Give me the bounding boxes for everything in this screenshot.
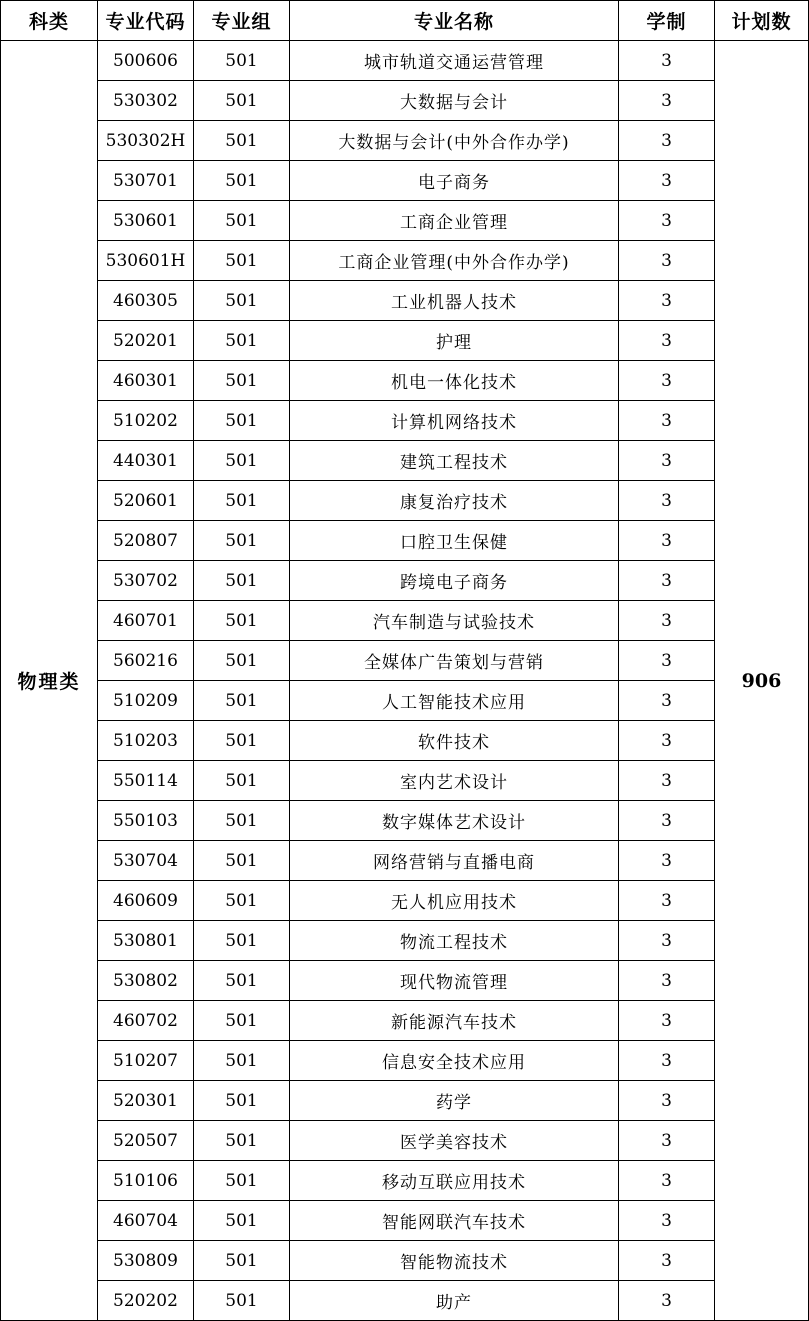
major-name-cell: 工业机器人技术 bbox=[290, 281, 619, 321]
major-name-cell: 大数据与会计(中外合作办学) bbox=[290, 121, 619, 161]
table-body bbox=[1, 41, 809, 1321]
major-code-cell: 460609 bbox=[98, 881, 194, 921]
major-group-cell: 501 bbox=[194, 1041, 290, 1081]
header-plan-count: 计划数 bbox=[715, 1, 809, 41]
table-row bbox=[1, 1001, 809, 1041]
table-row bbox=[1, 1201, 809, 1241]
duration-cell: 3 bbox=[619, 401, 715, 441]
major-code-cell: 510202 bbox=[98, 401, 194, 441]
duration-cell: 3 bbox=[619, 1281, 715, 1321]
table-row bbox=[1, 561, 809, 601]
major-group-cell: 501 bbox=[194, 881, 290, 921]
major-name-cell: 智能网联汽车技术 bbox=[290, 1201, 619, 1241]
header-category: 科类 bbox=[1, 1, 98, 41]
major-code-cell: 520201 bbox=[98, 321, 194, 361]
major-code-cell: 460301 bbox=[98, 361, 194, 401]
major-group-cell: 501 bbox=[194, 521, 290, 561]
table-row bbox=[1, 921, 809, 961]
table-row bbox=[1, 761, 809, 801]
table-row bbox=[1, 241, 809, 281]
major-name-cell: 跨境电子商务 bbox=[290, 561, 619, 601]
major-code-cell: 550103 bbox=[98, 801, 194, 841]
major-group-cell: 501 bbox=[194, 601, 290, 641]
major-name-cell: 全媒体广告策划与营销 bbox=[290, 641, 619, 681]
major-group-cell: 501 bbox=[194, 441, 290, 481]
duration-cell: 3 bbox=[619, 1161, 715, 1201]
major-code-cell: 440301 bbox=[98, 441, 194, 481]
table-row bbox=[1, 481, 809, 521]
major-group-cell: 501 bbox=[194, 921, 290, 961]
table-row bbox=[1, 161, 809, 201]
duration-cell: 3 bbox=[619, 161, 715, 201]
table-row bbox=[1, 641, 809, 681]
major-name-cell: 医学美容技术 bbox=[290, 1121, 619, 1161]
major-code-cell: 530802 bbox=[98, 961, 194, 1001]
major-name-cell: 软件技术 bbox=[290, 721, 619, 761]
table-row bbox=[1, 1281, 809, 1321]
duration-cell: 3 bbox=[619, 481, 715, 521]
duration-cell: 3 bbox=[619, 441, 715, 481]
header-major-group: 专业组 bbox=[194, 1, 290, 41]
duration-cell: 3 bbox=[619, 1041, 715, 1081]
table-row bbox=[1, 601, 809, 641]
major-group-cell: 501 bbox=[194, 561, 290, 601]
duration-cell: 3 bbox=[619, 81, 715, 121]
major-code-cell: 460702 bbox=[98, 1001, 194, 1041]
table-row bbox=[1, 841, 809, 881]
table-row bbox=[1, 81, 809, 121]
major-group-cell: 501 bbox=[194, 81, 290, 121]
major-name-cell: 机电一体化技术 bbox=[290, 361, 619, 401]
duration-cell: 3 bbox=[619, 561, 715, 601]
major-code-cell: 510203 bbox=[98, 721, 194, 761]
major-code-cell: 520807 bbox=[98, 521, 194, 561]
table-row bbox=[1, 321, 809, 361]
major-code-cell: 530302H bbox=[98, 121, 194, 161]
table-row bbox=[1, 401, 809, 441]
major-code-cell: 530601H bbox=[98, 241, 194, 281]
duration-cell: 3 bbox=[619, 521, 715, 561]
table-row bbox=[1, 801, 809, 841]
duration-cell: 3 bbox=[619, 321, 715, 361]
major-code-cell: 530302 bbox=[98, 81, 194, 121]
table-row bbox=[1, 961, 809, 1001]
major-group-cell: 501 bbox=[194, 41, 290, 81]
major-group-cell: 501 bbox=[194, 681, 290, 721]
duration-cell: 3 bbox=[619, 921, 715, 961]
major-group-cell: 501 bbox=[194, 241, 290, 281]
major-name-cell: 人工智能技术应用 bbox=[290, 681, 619, 721]
major-group-cell: 501 bbox=[194, 761, 290, 801]
major-name-cell: 现代物流管理 bbox=[290, 961, 619, 1001]
major-group-cell: 501 bbox=[194, 841, 290, 881]
major-code-cell: 550114 bbox=[98, 761, 194, 801]
duration-cell: 3 bbox=[619, 241, 715, 281]
duration-cell: 3 bbox=[619, 201, 715, 241]
duration-cell: 3 bbox=[619, 361, 715, 401]
major-name-cell: 数字媒体艺术设计 bbox=[290, 801, 619, 841]
table-row bbox=[1, 721, 809, 761]
duration-cell: 3 bbox=[619, 841, 715, 881]
major-code-cell: 530701 bbox=[98, 161, 194, 201]
major-code-cell: 460701 bbox=[98, 601, 194, 641]
major-code-cell: 520601 bbox=[98, 481, 194, 521]
table-row bbox=[1, 281, 809, 321]
major-code-cell: 510207 bbox=[98, 1041, 194, 1081]
table-row bbox=[1, 1121, 809, 1161]
duration-cell: 3 bbox=[619, 801, 715, 841]
major-group-cell: 501 bbox=[194, 321, 290, 361]
header-major-code: 专业代码 bbox=[98, 1, 194, 41]
duration-cell: 3 bbox=[619, 601, 715, 641]
plan-count-cell: 906 bbox=[715, 41, 809, 1321]
major-name-cell: 信息安全技术应用 bbox=[290, 1041, 619, 1081]
major-name-cell: 建筑工程技术 bbox=[290, 441, 619, 481]
duration-cell: 3 bbox=[619, 41, 715, 81]
major-code-cell: 530704 bbox=[98, 841, 194, 881]
table-row bbox=[1, 1041, 809, 1081]
major-group-cell: 501 bbox=[194, 1081, 290, 1121]
table-row bbox=[1, 121, 809, 161]
major-code-cell: 520507 bbox=[98, 1121, 194, 1161]
major-name-cell: 物流工程技术 bbox=[290, 921, 619, 961]
duration-cell: 3 bbox=[619, 681, 715, 721]
major-name-cell: 大数据与会计 bbox=[290, 81, 619, 121]
major-code-cell: 520301 bbox=[98, 1081, 194, 1121]
major-group-cell: 501 bbox=[194, 281, 290, 321]
duration-cell: 3 bbox=[619, 281, 715, 321]
major-group-cell: 501 bbox=[194, 1201, 290, 1241]
major-name-cell: 城市轨道交通运营管理 bbox=[290, 41, 619, 81]
major-group-cell: 501 bbox=[194, 1121, 290, 1161]
table-row bbox=[1, 1241, 809, 1281]
category-cell: 物理类 bbox=[1, 41, 98, 1321]
major-code-cell: 460704 bbox=[98, 1201, 194, 1241]
major-name-cell: 智能物流技术 bbox=[290, 1241, 619, 1281]
major-name-cell: 护理 bbox=[290, 321, 619, 361]
major-group-cell: 501 bbox=[194, 1241, 290, 1281]
major-group-cell: 501 bbox=[194, 961, 290, 1001]
major-group-cell: 501 bbox=[194, 1161, 290, 1201]
table-row bbox=[1, 1081, 809, 1121]
major-name-cell: 康复治疗技术 bbox=[290, 481, 619, 521]
duration-cell: 3 bbox=[619, 721, 715, 761]
major-name-cell: 新能源汽车技术 bbox=[290, 1001, 619, 1041]
major-name-cell: 工商企业管理 bbox=[290, 201, 619, 241]
table-row bbox=[1, 201, 809, 241]
duration-cell: 3 bbox=[619, 881, 715, 921]
major-group-cell: 501 bbox=[194, 801, 290, 841]
major-name-cell: 移动互联应用技术 bbox=[290, 1161, 619, 1201]
major-code-cell: 530801 bbox=[98, 921, 194, 961]
major-name-cell: 口腔卫生保健 bbox=[290, 521, 619, 561]
major-group-cell: 501 bbox=[194, 361, 290, 401]
major-group-cell: 501 bbox=[194, 1281, 290, 1321]
table-row bbox=[1, 1161, 809, 1201]
table-row bbox=[1, 41, 809, 81]
duration-cell: 3 bbox=[619, 1201, 715, 1241]
major-code-cell: 530601 bbox=[98, 201, 194, 241]
major-code-cell: 530809 bbox=[98, 1241, 194, 1281]
major-name-cell: 电子商务 bbox=[290, 161, 619, 201]
duration-cell: 3 bbox=[619, 1081, 715, 1121]
table-row bbox=[1, 441, 809, 481]
header-duration: 学制 bbox=[619, 1, 715, 41]
table-row bbox=[1, 881, 809, 921]
duration-cell: 3 bbox=[619, 121, 715, 161]
major-group-cell: 501 bbox=[194, 161, 290, 201]
major-code-cell: 560216 bbox=[98, 641, 194, 681]
major-code-cell: 530702 bbox=[98, 561, 194, 601]
major-code-cell: 460305 bbox=[98, 281, 194, 321]
major-name-cell: 室内艺术设计 bbox=[290, 761, 619, 801]
duration-cell: 3 bbox=[619, 1121, 715, 1161]
major-name-cell: 汽车制造与试验技术 bbox=[290, 601, 619, 641]
major-name-cell: 网络营销与直播电商 bbox=[290, 841, 619, 881]
major-group-cell: 501 bbox=[194, 121, 290, 161]
major-group-cell: 501 bbox=[194, 481, 290, 521]
major-code-cell: 510209 bbox=[98, 681, 194, 721]
major-name-cell: 计算机网络技术 bbox=[290, 401, 619, 441]
duration-cell: 3 bbox=[619, 761, 715, 801]
major-name-cell: 药学 bbox=[290, 1081, 619, 1121]
major-code-cell: 520202 bbox=[98, 1281, 194, 1321]
major-name-cell: 无人机应用技术 bbox=[290, 881, 619, 921]
duration-cell: 3 bbox=[619, 1001, 715, 1041]
major-group-cell: 501 bbox=[194, 201, 290, 241]
table-row bbox=[1, 361, 809, 401]
major-name-cell: 助产 bbox=[290, 1281, 619, 1321]
major-code-cell: 510106 bbox=[98, 1161, 194, 1201]
major-group-cell: 501 bbox=[194, 641, 290, 681]
duration-cell: 3 bbox=[619, 1241, 715, 1281]
duration-cell: 3 bbox=[619, 961, 715, 1001]
major-group-cell: 501 bbox=[194, 401, 290, 441]
header-row bbox=[1, 1, 809, 41]
major-group-cell: 501 bbox=[194, 1001, 290, 1041]
major-group-cell: 501 bbox=[194, 721, 290, 761]
table-row bbox=[1, 681, 809, 721]
header-major-name: 专业名称 bbox=[290, 1, 619, 41]
duration-cell: 3 bbox=[619, 641, 715, 681]
major-code-cell: 500606 bbox=[98, 41, 194, 81]
major-name-cell: 工商企业管理(中外合作办学) bbox=[290, 241, 619, 281]
table-row bbox=[1, 521, 809, 561]
